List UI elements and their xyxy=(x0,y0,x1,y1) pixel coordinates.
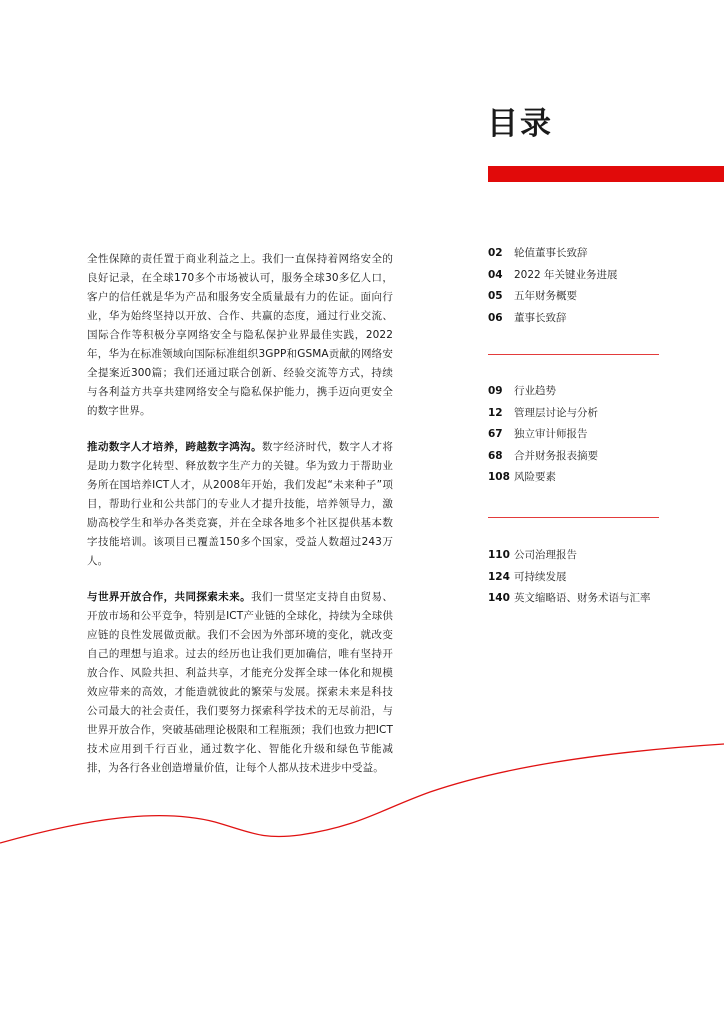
toc-item-label: 轮值董事长致辞 xyxy=(514,247,588,259)
accent-bar xyxy=(488,166,724,182)
toc-item[interactable] xyxy=(488,448,724,470)
toc-item-label: 2022 年关键业务进展 xyxy=(514,268,618,281)
toc-group-2 xyxy=(488,383,724,491)
toc-item-label: 英文缩略语、财务术语与汇率 xyxy=(514,592,651,604)
paragraph-text: 全性保障的责任置于商业利益之上。我们一直保持着网络安全的良好记录，在全球170多个市场被认可，服务全球30多亿人口，客户的信任就是华为产品和服务安全质量最有力的佐证。面向行业，华为始终坚持以开放、合作、共赢的态度，通过行业交流、国际合作等积极分享网络安全与隐私保护业界最佳实践，2022年，华为在标准领域向国际标准组织3GPP和GSMA贡献的网络安全提案近300篇；我们还通过联合创新、经验交流等方式，持续与各利益方共享共建网络安全与隐私保护能力，携手迈向更安全的数字世界。 xyxy=(87,253,393,417)
toc-page-number: 12 xyxy=(488,406,503,419)
toc-item-label: 独立审计师报告 xyxy=(514,428,588,440)
toc-item[interactable] xyxy=(488,405,724,427)
toc-item-label: 管理层讨论与分析 xyxy=(514,406,598,419)
toc-divider xyxy=(488,354,659,355)
toc-item-label: 行业趋势 xyxy=(514,385,556,397)
paragraph-security xyxy=(87,250,393,421)
toc-page-number: 09 xyxy=(488,385,503,397)
toc-item[interactable] xyxy=(488,383,724,405)
toc-item[interactable] xyxy=(488,245,724,267)
paragraph-text: 数字经济时代，数字人才将是助力数字化转型、释放数字生产力的关键。华为致力于帮助业务所在国培养ICT人才，从2008年开始，我们发起“未来种子”项目，帮助行业和公共部门的专业人才提升技能，培养领导力，激励高校学生和举办各类竞赛，并在全球各地多个社区提供基本数字技能培训。该项目已覆盖150多个国家，受益人数超过243万人。 xyxy=(87,441,393,567)
toc-page-number: 67 xyxy=(488,428,503,440)
decorative-wave xyxy=(0,740,724,850)
paragraph-heading: 推动数字人才培养，跨越数字鸿沟。 xyxy=(87,441,263,453)
toc-item-label: 可持续发展 xyxy=(514,570,567,583)
page-title: 目录 xyxy=(487,106,553,142)
toc-item[interactable] xyxy=(488,426,724,448)
toc-page-number: 124 xyxy=(488,570,510,583)
toc-group-1 xyxy=(488,245,724,331)
toc-page-number: 02 xyxy=(488,247,503,259)
toc-item-label: 五年财务概要 xyxy=(514,290,577,302)
toc-page-number: 06 xyxy=(488,311,503,324)
toc-item[interactable] xyxy=(488,469,724,491)
toc-item-label: 风险要素 xyxy=(514,471,556,483)
body-text xyxy=(87,250,393,778)
toc-divider xyxy=(488,517,659,518)
toc-item-label: 公司治理报告 xyxy=(514,549,577,561)
paragraph-text: 我们一贯坚定支持自由贸易、开放市场和公平竞争，特别是ICT产业链的全球化，持续为全球供应链的良性发展做贡献。我们不会因为外部环境的变化，就改变自己的理想与追求。过去的经历也让我们更加确信，唯有坚持开放合作、风险共担、利益共享，才能充分发挥全球一体化和规模效应带来的高效，才能造就彼此的繁荣与发展。探索未来是科技公司最大的社会责任，我们要努力探索科学技术的无尽前沿，与世界开放合作，突破基础理论极限和工程瓶颈；我们也致力把ICT技术应用到千行百业，通过数字化、智能化升级和绿色节能减排，为各行各业创造增量价值，让每个人都从技术进步中受益。 xyxy=(87,591,393,774)
toc-page-number: 05 xyxy=(488,290,503,302)
toc-item[interactable] xyxy=(488,590,724,612)
toc-page-number: 108 xyxy=(488,471,510,483)
toc-item[interactable] xyxy=(488,547,724,569)
toc-page-number: 04 xyxy=(488,268,503,281)
paragraph-talent xyxy=(87,438,393,571)
toc-group-3 xyxy=(488,547,724,612)
toc-item[interactable] xyxy=(488,310,724,332)
wave-line xyxy=(0,744,724,843)
toc-item-label: 合并财务报表摘要 xyxy=(514,449,598,462)
toc-item[interactable] xyxy=(488,569,724,591)
toc-page-number: 110 xyxy=(488,549,510,561)
toc-page-number: 140 xyxy=(488,592,510,604)
toc-item[interactable] xyxy=(488,267,724,289)
toc-item[interactable] xyxy=(488,288,724,310)
toc-item-label: 董事长致辞 xyxy=(514,311,567,324)
toc-page-number: 68 xyxy=(488,449,503,462)
paragraph-heading: 与世界开放合作，共同探索未来。 xyxy=(87,591,252,603)
